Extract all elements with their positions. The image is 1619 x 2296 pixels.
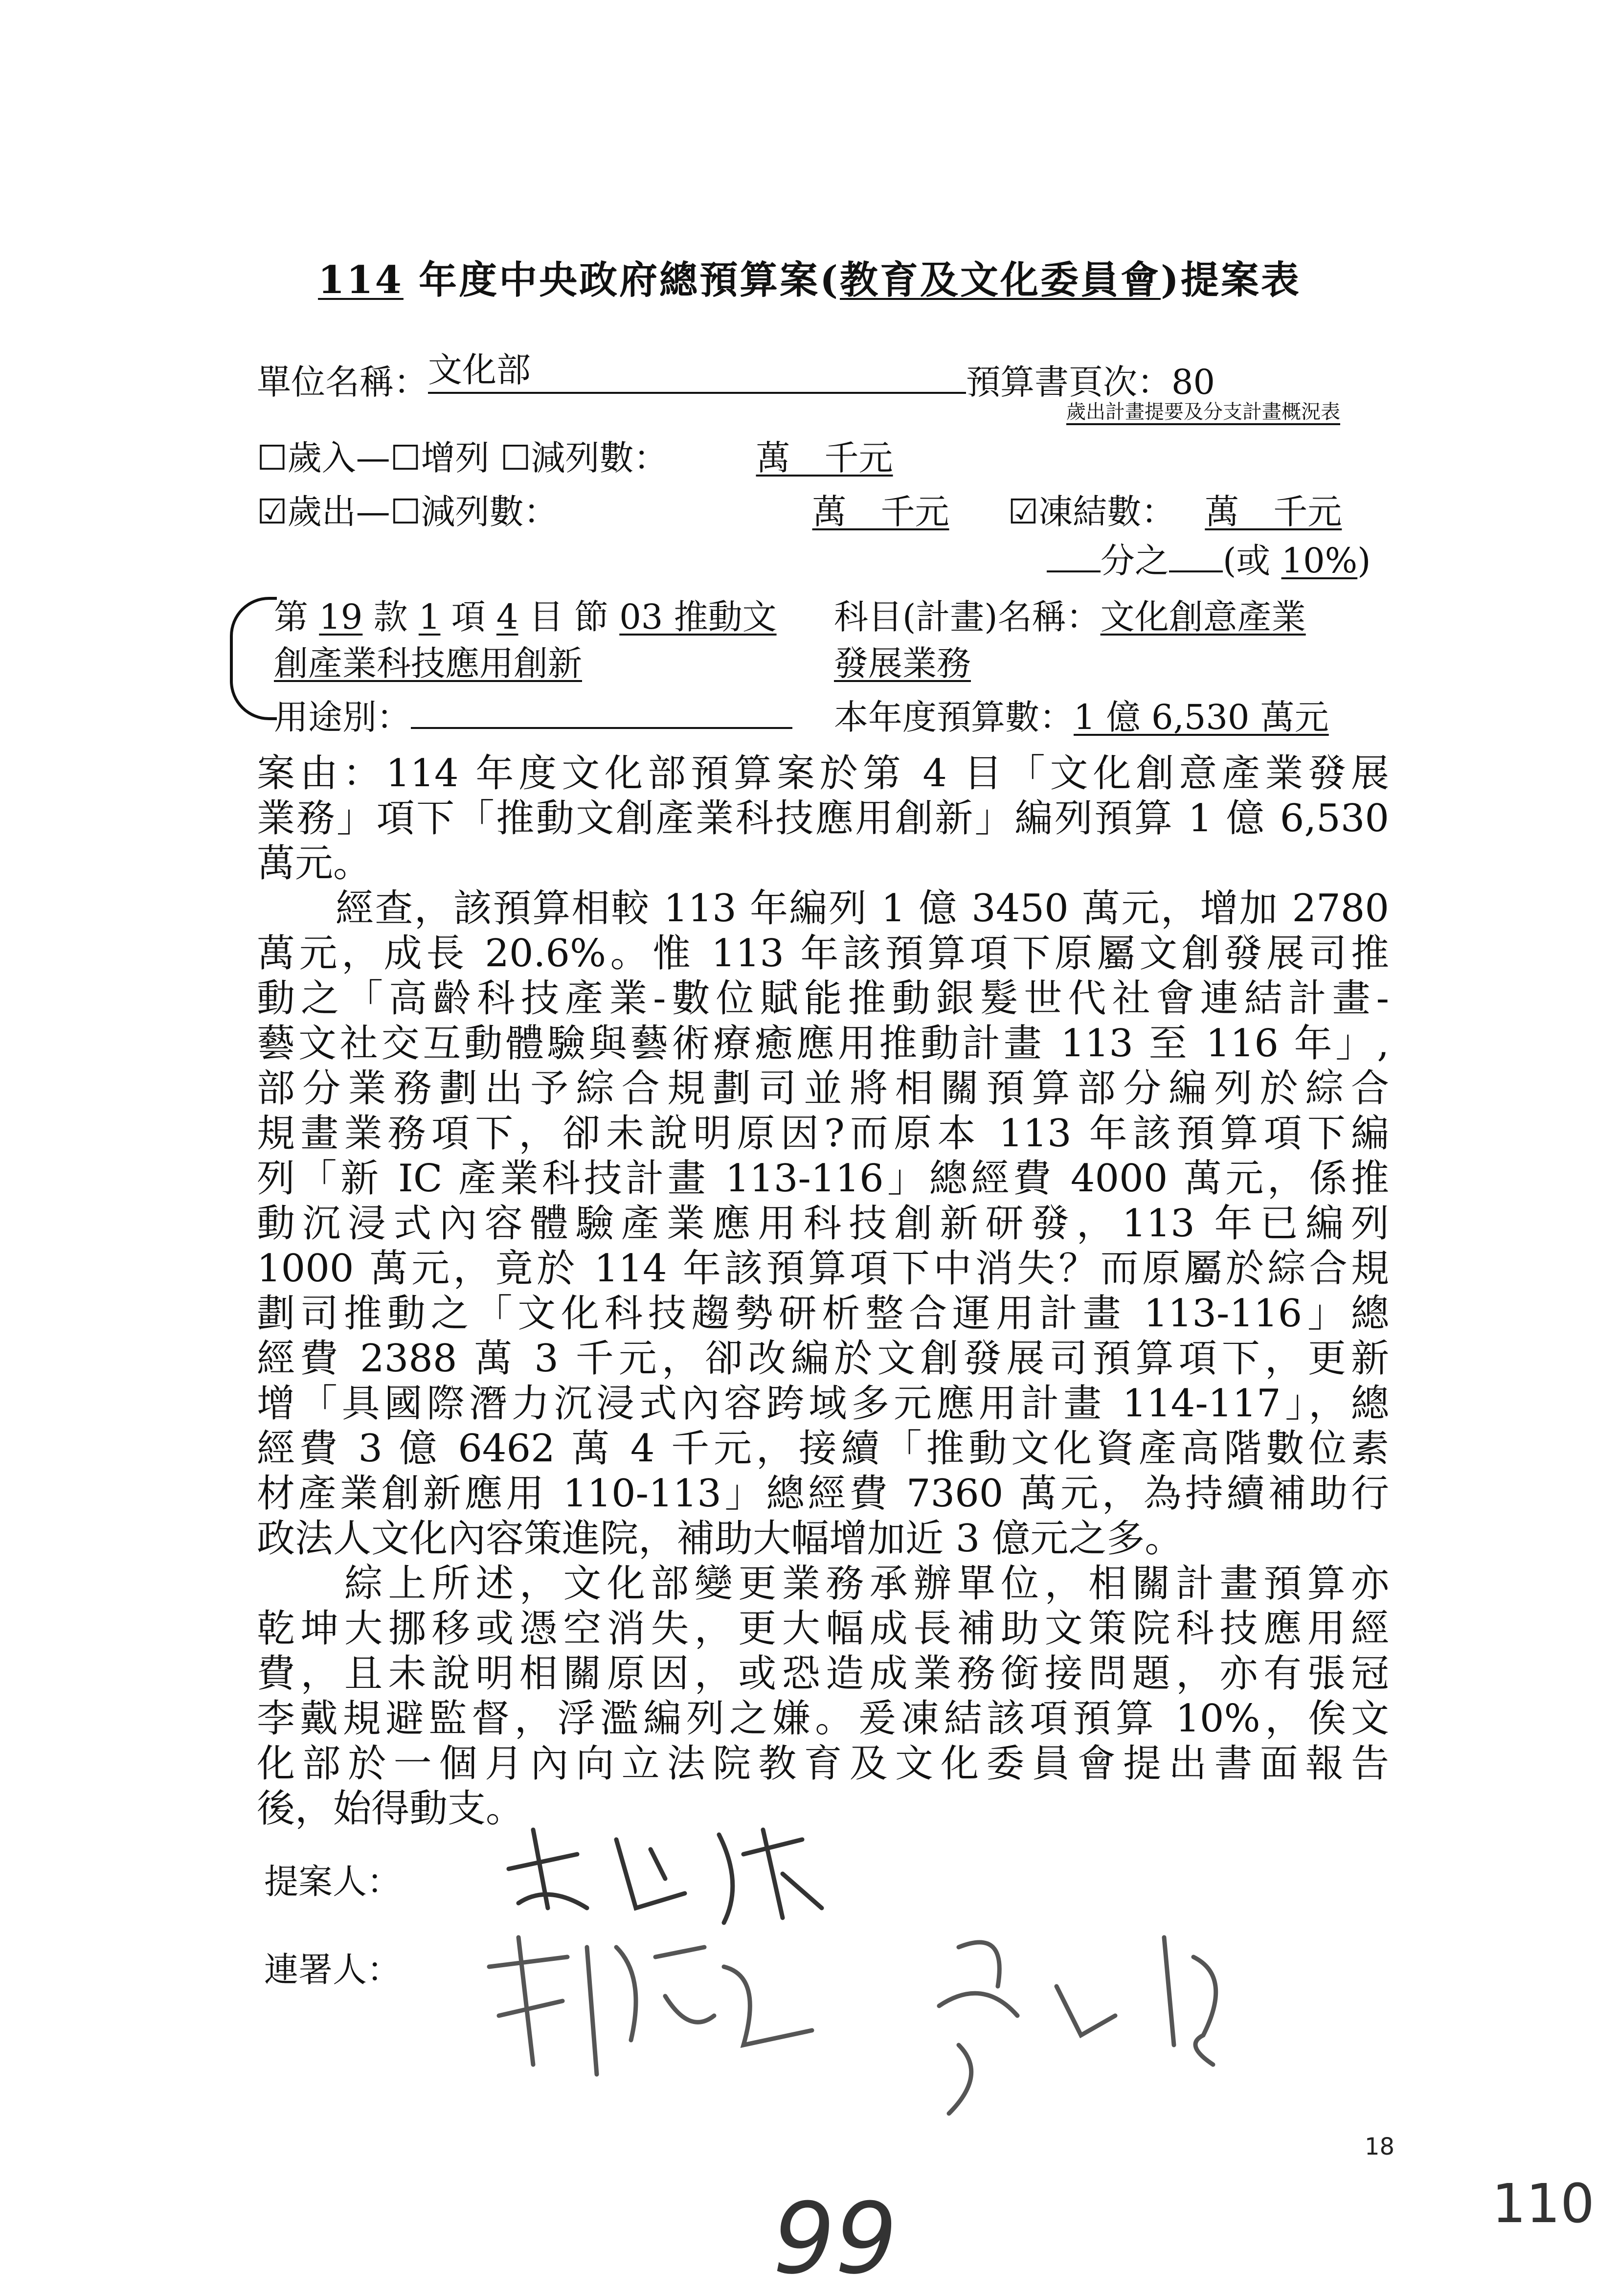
body-line: 案由：114 年度文化部預算案於第 4 目「文化創意產業發展 [257, 751, 1389, 796]
body-line: 1000 萬元，竟於 114 年該預算項下中消失？而原屬於綜合規 [257, 1247, 1389, 1291]
handwritten-number: 99 [773, 2182, 898, 2296]
body-line: 規畫業務項下，卻未說明原因?而原本 113 年該預算項下編 [257, 1112, 1389, 1156]
body-line: 李戴規避監督，浮濫編列之嫌。爰凍結該項預算 10%，俟文 [257, 1697, 1389, 1741]
subject-line2: 發展業務 [834, 643, 971, 683]
handwritten-number: 110 [1492, 2172, 1595, 2235]
body-line: 經費 3 億 6462 萬 4 千元，接續「推動文化資產高階數位素 [257, 1427, 1389, 1471]
body-line: 政法人文化內容策進院，補助大幅增加近 3 億元之多。 [257, 1517, 1183, 1561]
freeze-checkbox: ☑凍結數： [1008, 492, 1176, 532]
body-line: 增「具國際潛力沉浸式內容跨域多元應用計畫 114-117」，總 [257, 1382, 1389, 1426]
proposer-signature [489, 1810, 880, 1932]
revenue-row: ☐歲入—☐增列 ☐減列數： 萬 千元 [257, 438, 893, 478]
proposer-label: 提案人： [264, 1862, 401, 1902]
expense-row: ☑歲出—☐減列數： 萬 千元 ☑凍結數： 萬 千元 [257, 492, 1342, 532]
body-line: 費，且未說明相關原因，或恐造成業務銜接問題，亦有張冠 [257, 1652, 1389, 1696]
body-line: 材產業創新應用 110-113」總經費 7360 萬元，為持續補助行 [257, 1472, 1389, 1516]
page-number: 18 [1365, 2133, 1395, 2160]
body-line: 經費 2388 萬 3 千元，卻改編於文創發展司預算項下，更新 [257, 1337, 1389, 1381]
body-line: 綜上所述，文化部變更業務承辦單位，相關計畫預算亦 [257, 1562, 1389, 1606]
body-line: 動沉浸式內容體驗產業應用科技創新研發，113 年已編列 [257, 1202, 1389, 1246]
body-line: 萬元。 [257, 841, 372, 886]
usage-row: 用途別： [274, 690, 792, 739]
body-line: 列「新 IC 產業科技計畫 113-116」總經費 4000 萬元，係推 [257, 1157, 1389, 1201]
unit-row: 單位名稱： 文化部 預算書頁次：80 [257, 355, 1215, 404]
body-line: 劃司推動之「文化科技趨勢研析整合運用計畫 113-116」總 [257, 1292, 1389, 1336]
proposal-body [257, 751, 1389, 1831]
budget-section-line2: 創產業科技應用創新 [274, 643, 582, 683]
page-note: 歲出計畫提要及分支計畫概況表 [1066, 401, 1340, 423]
cosigner-signatures [470, 1918, 1350, 2138]
body-line: 部分業務劃出予綜合規劃司並將相關預算部分編列於綜合 [257, 1067, 1389, 1111]
unit-value: 文化部 [428, 350, 531, 390]
body-line: 化部於一個月內向立法院教育及文化委員會提出書面報告 [257, 1742, 1389, 1786]
body-line: 後，始得動支。 [257, 1787, 524, 1831]
body-line: 萬元，成長 20.6%。惟 113 年該預算項下原屬文創發展司推 [257, 932, 1389, 976]
body-line: 業務」項下「推動文創產業科技應用創新」編列預算 1 億 6,530 [257, 796, 1389, 841]
document-title: 114 年度中央政府總預算案(教育及文化委員會)提案表 [318, 258, 1301, 302]
cosigner-label: 連署人： [264, 1950, 401, 1990]
body-line: 動之「高齡科技產業-數位賦能推動銀髮世代社會連結計畫- [257, 977, 1389, 1021]
body-line: 藝文社交互動體驗與藝術療癒應用推動計畫 113 至 116 年」, [257, 1022, 1389, 1066]
body-line: 乾坤大挪移或憑空消失，更大幅成長補助文策院科技應用經 [257, 1607, 1389, 1651]
budget-section: 第 19 款 1 項 4 目 節 03 推動文 [274, 597, 777, 637]
subject-row: 科目(計畫)名稱：文化創意產業 [834, 597, 1306, 637]
body-line: 經查，該預算相較 113 年編列 1 億 3450 萬元，增加 2780 [257, 887, 1389, 931]
bracket-mark [230, 597, 277, 720]
freeze-fraction: 分之 (或 10%) [1047, 533, 1371, 583]
budget-amount-row: 本年度預算數：1 億 6,530 萬元 [834, 697, 1329, 737]
